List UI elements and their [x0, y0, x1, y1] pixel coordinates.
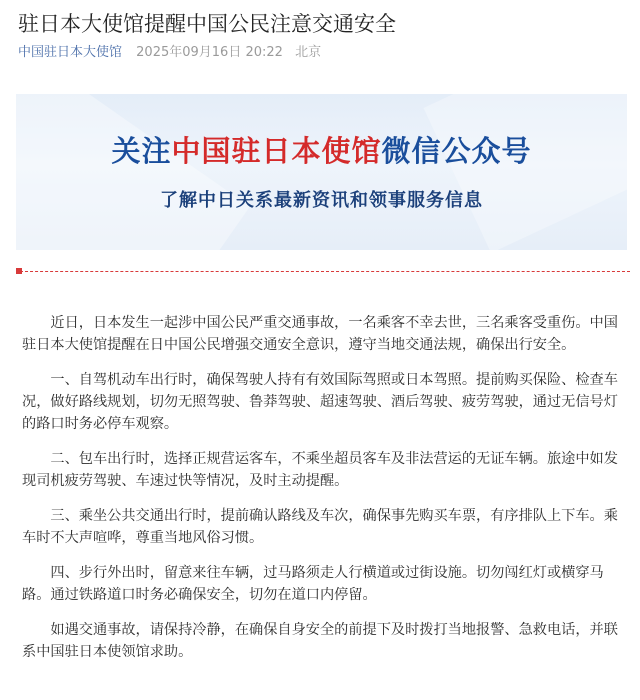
paragraph-self-driving: 一、自驾机动车出行时，确保驾驶人持有有效国际驾照或日本驾照。提前购买保险、检查车况，做好路线规划，切勿无照驾驶、鲁莽驾驶、超速驾驶、酒后驾驶、疲劳驾驶，通过无信号灯的路口时务必停车观察。: [22, 372, 618, 432]
paragraph-walking: 四、步行外出时，留意来往车辆，过马路须走人行横道或过街设施。切勿闯红灯或横穿马路。通过铁路道口时务必确保安全，切勿在道口内停留。: [22, 565, 604, 603]
banner-decoration: [423, 94, 627, 250]
banner-headline-prefix: 关注: [111, 134, 172, 168]
paragraph-emergency: 如遇交通事故，请保持冷静，在确保自身安全的前提下及时拨打当地报警、急救电话，并联系中国驻日本使领馆求助。: [22, 622, 618, 660]
paragraph-intro: 近日，日本发生一起涉中国公民严重交通事故，一名乘客不幸去世，三名乘客受重伤。中国驻日本大使馆提醒在日中国公民增强交通安全意识，遵守当地交通法规，确保出行安全。: [22, 315, 618, 353]
banner-subtitle: 了解中日关系最新资讯和领事服务信息: [160, 190, 483, 211]
article-title: 驻日本大使馆提醒中国公民注意交通安全: [18, 12, 396, 36]
article-meta: [18, 44, 321, 62]
paragraph-chartered-bus: 二、包车出行时，选择正规营运客车，不乘坐超员客车及非法营运的无证车辆。旅途中如发现司机疲劳驾驶、车速过快等情况，及时主动提醒。: [22, 451, 618, 489]
banner-headline-highlight: 中国驻日本使馆: [171, 134, 382, 168]
banner-headline: [16, 132, 627, 170]
banner-decoration: [16, 94, 250, 250]
paragraph-public-transport: 三、乘坐公共交通出行时，提前确认路线及车次，确保事先购买车票，有序排队上下车。乘车时不大声喧哗，尊重当地风俗习惯。: [22, 508, 618, 546]
banner-headline-suffix: 微信公众号: [381, 134, 532, 168]
publish-location: 北京: [295, 45, 322, 60]
wechat-banner-image[interactable]: [16, 94, 627, 250]
section-divider: [20, 271, 630, 272]
article-body: [22, 312, 620, 676]
publish-date: 2025年09月16日 20:22: [136, 45, 283, 60]
source-link[interactable]: 中国驻日本大使馆: [18, 45, 123, 60]
